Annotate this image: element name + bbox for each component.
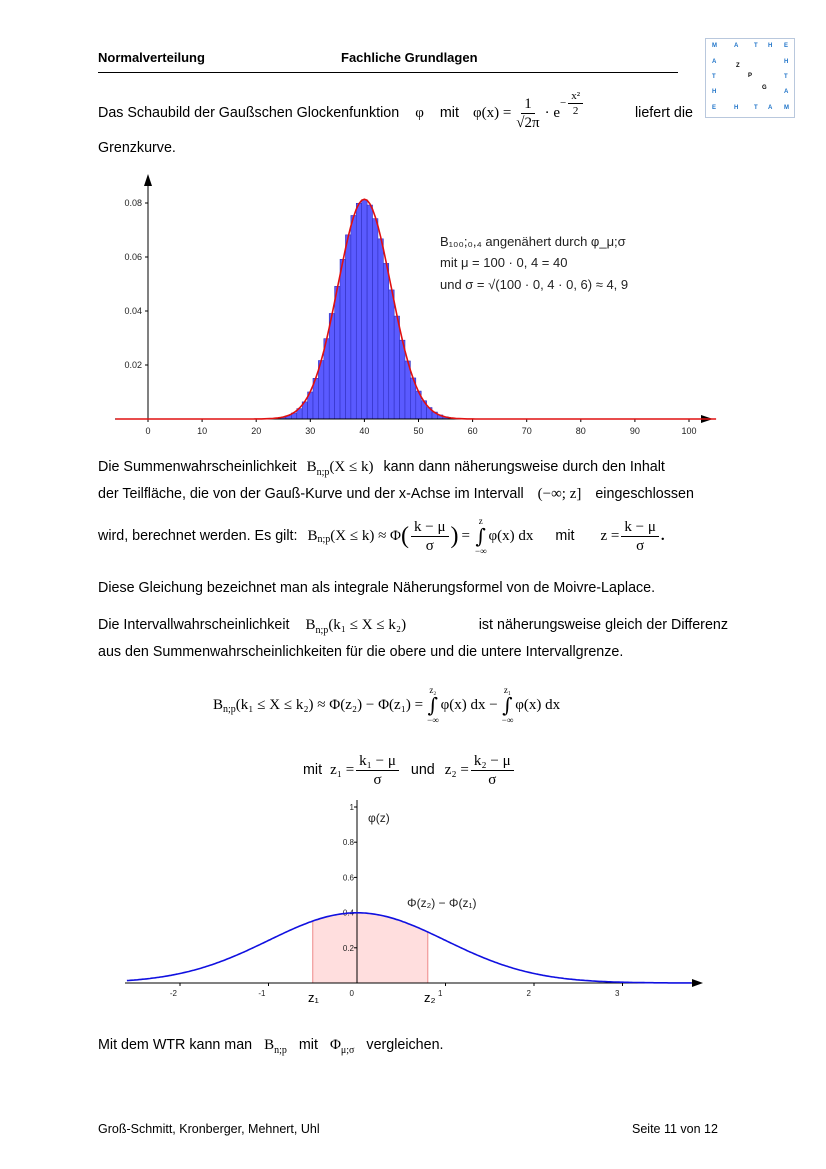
normal-curve-chart <box>115 800 715 1015</box>
x-tick-label: -2 <box>169 989 177 998</box>
y-tick-label: 0.06 <box>124 252 142 262</box>
y-tick-label: 0.8 <box>342 838 354 848</box>
y-tick-label: 0.6 <box>342 873 354 883</box>
shaded-area <box>313 913 428 983</box>
x-tick-label: 100 <box>681 426 697 436</box>
phi-formula: φ(x) = $\frac{1}{√2\pi}$ · e − $\frac{\text{x²}}{2}$ <box>473 96 585 131</box>
histogram-bar <box>378 239 383 419</box>
chart2-z2-label: z₂ <box>424 990 436 1005</box>
histogram-bar <box>389 290 394 419</box>
interval-line1: Die Intervallwahrscheinlichkeit $B_{n;p}(k_1 \le X \le k_2)$ ist näherungsweise gleich der Differenz <box>98 617 728 636</box>
x-tick-label: 90 <box>629 426 640 436</box>
y-tick-label: 0.02 <box>124 360 142 370</box>
x-tick-label: 0 <box>349 989 354 998</box>
chart2-annotation: Φ(z₂) − Φ(z₁) <box>407 896 477 910</box>
histogram-bar <box>340 259 345 419</box>
histogram-bar <box>394 316 399 419</box>
sum-line1: Die Summenwahrscheinlichkeit $B_{n;p}(X \le k)$ kann dann näherungsweise durch den Inhalt <box>98 459 665 478</box>
y-tick-label: 0.08 <box>124 198 142 208</box>
normal-curve <box>116 199 717 419</box>
footer-authors: Groß-Schmitt, Kronberger, Mehnert, Uhl <box>98 1122 320 1136</box>
x-tick-label: 50 <box>413 426 424 436</box>
chart1-annotation-3: und σ = √(100 · 0, 4 · 0, 6) ≈ 4, 9 <box>440 277 629 292</box>
x-tick-label: 70 <box>521 426 532 436</box>
y-tick-label: 0.04 <box>124 306 142 316</box>
x-tick-label: -1 <box>258 989 266 998</box>
histogram-bar <box>362 200 367 419</box>
histogram-bar <box>351 215 356 419</box>
intro-line2: Grenzkurve. <box>98 140 176 156</box>
wtr-line: Mit dem WTR kann man $B_{n;p}$ mit $\Phi_{\mu;\sigma}$ vergleichen. <box>98 1037 444 1056</box>
moivre-text: Diese Gleichung bezeichnet man als integrale Näherungsformel von de Moivre-Laplace. <box>98 580 656 596</box>
y-tick-label: 0.2 <box>342 943 354 953</box>
y-tick-label: 1 <box>349 803 354 812</box>
histogram-bar <box>373 219 378 419</box>
z-definitions: mit z₁ = $\frac{\text{k₁ − μ}}{\sigma}$ und z₂ = $\frac{\text{k₂ − μ}}{\sigma}$ <box>303 750 516 790</box>
x-tick-label: 60 <box>467 426 478 436</box>
sum-line3: wird, berechnet werden. Es gilt: B n;p (X ≤ k) ≈ Φ ( $\frac{k - \mu}{\sigma}$ ) = z ∫ −∞ φ(x) dx mit z = $\frac{k - \mu}{\sigma}$ . <box>98 516 665 556</box>
x-tick-label: 0 <box>145 426 151 436</box>
y-axis-arrow <box>144 174 152 186</box>
y-tick-label: 0.4 <box>342 908 354 918</box>
logo: M A T H E A H T T H A E H T A M Z P G <box>705 38 795 118</box>
header-rule <box>98 72 678 73</box>
histogram-bar <box>335 286 340 419</box>
sum-line2: der Teilfläche, die von der Gauß-Kurve und der x-Achse im Intervall (−∞; z] eingeschlossen <box>98 486 694 502</box>
chart1-annotation-1: B₁₀₀;₀,₄ angenähert durch φ_μ;σ <box>440 234 626 249</box>
x-tick-label: 3 <box>615 989 620 998</box>
x-tick-label: 10 <box>197 426 208 436</box>
interval-line2: aus den Summenwahrscheinlichkeiten für die obere und die untere Intervallgrenze. <box>98 644 624 660</box>
histogram-bar <box>383 263 388 419</box>
x-tick-label: 1 <box>438 989 443 998</box>
interval-equation: B n;p (k₁ ≤ X ≤ k₂) ≈ Φ(z₂) − Φ(z₁) = z₂ ∫ −∞ φ(x) dx − z₁ ∫ −∞ φ(x) dx <box>213 685 561 725</box>
histogram-bar <box>400 340 405 419</box>
x-tick-label: 2 <box>526 989 531 998</box>
histogram-bar <box>345 235 350 419</box>
x-axis-arrow <box>692 979 703 987</box>
header-center: Fachliche Grundlagen <box>341 50 478 65</box>
x-tick-label: 30 <box>305 426 316 436</box>
footer-page: Seite 11 von 12 <box>632 1122 718 1136</box>
header-left: Normalverteilung <box>98 50 205 65</box>
histogram-bar <box>367 205 372 419</box>
chart2-ylabel: φ(z) <box>368 811 390 825</box>
histogram-bar <box>356 203 361 419</box>
x-tick-label: 40 <box>359 426 370 436</box>
x-tick-label: 80 <box>575 426 586 436</box>
binomial-chart <box>95 168 735 438</box>
histogram-bar <box>329 313 334 419</box>
x-tick-label: 20 <box>251 426 262 436</box>
chart1-annotation-2: mit μ = 100 · 0, 4 = 40 <box>440 255 568 270</box>
chart2-z1-label: z₁ <box>308 990 319 1005</box>
intro-line1: Das Schaubild der Gaußschen Glockenfunktion φ mit φ(x) = $\frac{1}{√2\pi}$ · e − $\frac{\text{x²}}{2}$ liefert die <box>98 89 693 131</box>
